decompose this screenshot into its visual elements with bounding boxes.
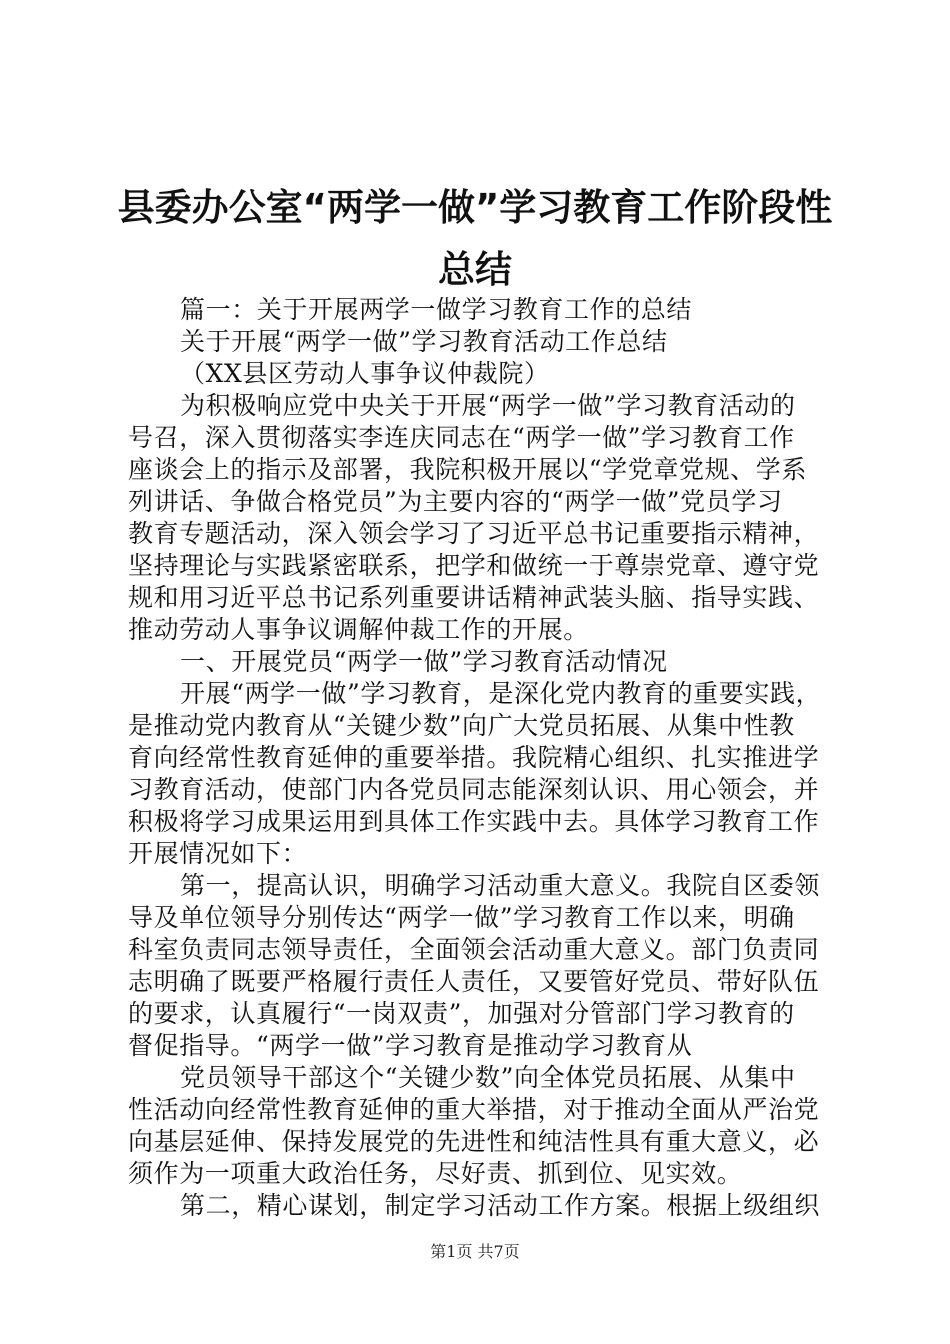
body-text-line: 督促指导。“两学一做”学习教育是推动学习教育从 [128, 1031, 693, 1060]
body-text-line: 导及单位领导分别传达“两学一做”学习教育工作以来，明确 [128, 903, 795, 932]
body-text-line: 一、开展党员“两学一做”学习教育活动情况 [180, 647, 668, 676]
body-text-line: 篇一：关于开展两学一做学习教育工作的总结 [180, 295, 693, 324]
body-text-line: 开展情况如下： [128, 839, 308, 868]
body-text-line: 第二，精心谋划，制定学习活动工作方案。根据上级组织 [180, 1191, 821, 1220]
body-text-line: 志明确了既要严格履行责任人责任，又要管好党员、带好队伍 [128, 967, 820, 996]
body-text-line: 开展“两学一做”学习教育，是深化党内教育的重要实践， [180, 679, 822, 708]
body-text-line: 习教育活动，使部门内各党员同志能深刻认识、用心领会，并 [128, 775, 820, 804]
body-text-line: 列讲话、争做合格党员”为主要内容的“两学一做”党员学习 [128, 487, 783, 516]
body-text-line: 第一，提高认识，明确学习活动重大意义。我院自区委领 [180, 871, 821, 900]
body-text-line: 关于开展“两学一做”学习教育活动工作总结 [180, 327, 668, 356]
body-text-line: （XX县区劳动人事争议仲裁院） [180, 359, 550, 388]
document-body [128, 294, 832, 1222]
body-text-line: 的要求，认真履行“一岗双责”，加强对分管部门学习教育的 [128, 999, 795, 1028]
body-text-line: 育向经常性教育延伸的重要举措。我院精心组织、扎实推进学 [128, 743, 820, 772]
body-text-line: 性活动向经常性教育延伸的重大举措，对于推动全面从严治党 [128, 1095, 820, 1124]
body-text-line: 规和用习近平总书记系列重要讲话精神武装头脑、指导实践、 [128, 583, 820, 612]
document-title-line-2: 总结 [438, 248, 512, 291]
document-title-line-1: 县委办公室“两学一做”学习教育工作阶段性 [117, 186, 833, 229]
page-number-footer: 第1页 共7页 [430, 1242, 520, 1261]
body-text-line: 须作为一项重大政治任务，尽好责、抓到位、见实效。 [128, 1159, 743, 1188]
body-text-line: 向基层延伸、保持发展党的先进性和纯洁性具有重大意义，必 [128, 1127, 820, 1156]
body-text-line: 座谈会上的指示及部署，我院积极开展以“学党章党规、学系 [128, 455, 807, 484]
body-text-line: 党员领导干部这个“关键少数”向全体党员拓展、从集中 [180, 1063, 796, 1092]
body-text-line: 教育专题活动，深入领会学习了习近平总书记重要指示精神， [128, 519, 820, 548]
body-text-line: 坚持理论与实践紧密联系，把学和做统一于尊崇党章、遵守党 [128, 551, 820, 580]
body-text-line: 号召，深入贯彻落实李连庆同志在“两学一做”学习教育工作 [128, 423, 795, 452]
body-text-line: 科室负责同志领导责任，全面领会活动重大意义。部门负责同 [128, 935, 820, 964]
body-text-line: 推动劳动人事争议调解仲裁工作的开展。 [128, 615, 589, 644]
body-text-line: 是推动党内教育从“关键少数”向广大党员拓展、从集中性教 [128, 711, 795, 740]
body-text-line: 积极将学习成果运用到具体工作实践中去。具体学习教育工作 [128, 807, 820, 836]
body-text-line: 为积极响应党中央关于开展“两学一做”学习教育活动的 [180, 391, 796, 420]
